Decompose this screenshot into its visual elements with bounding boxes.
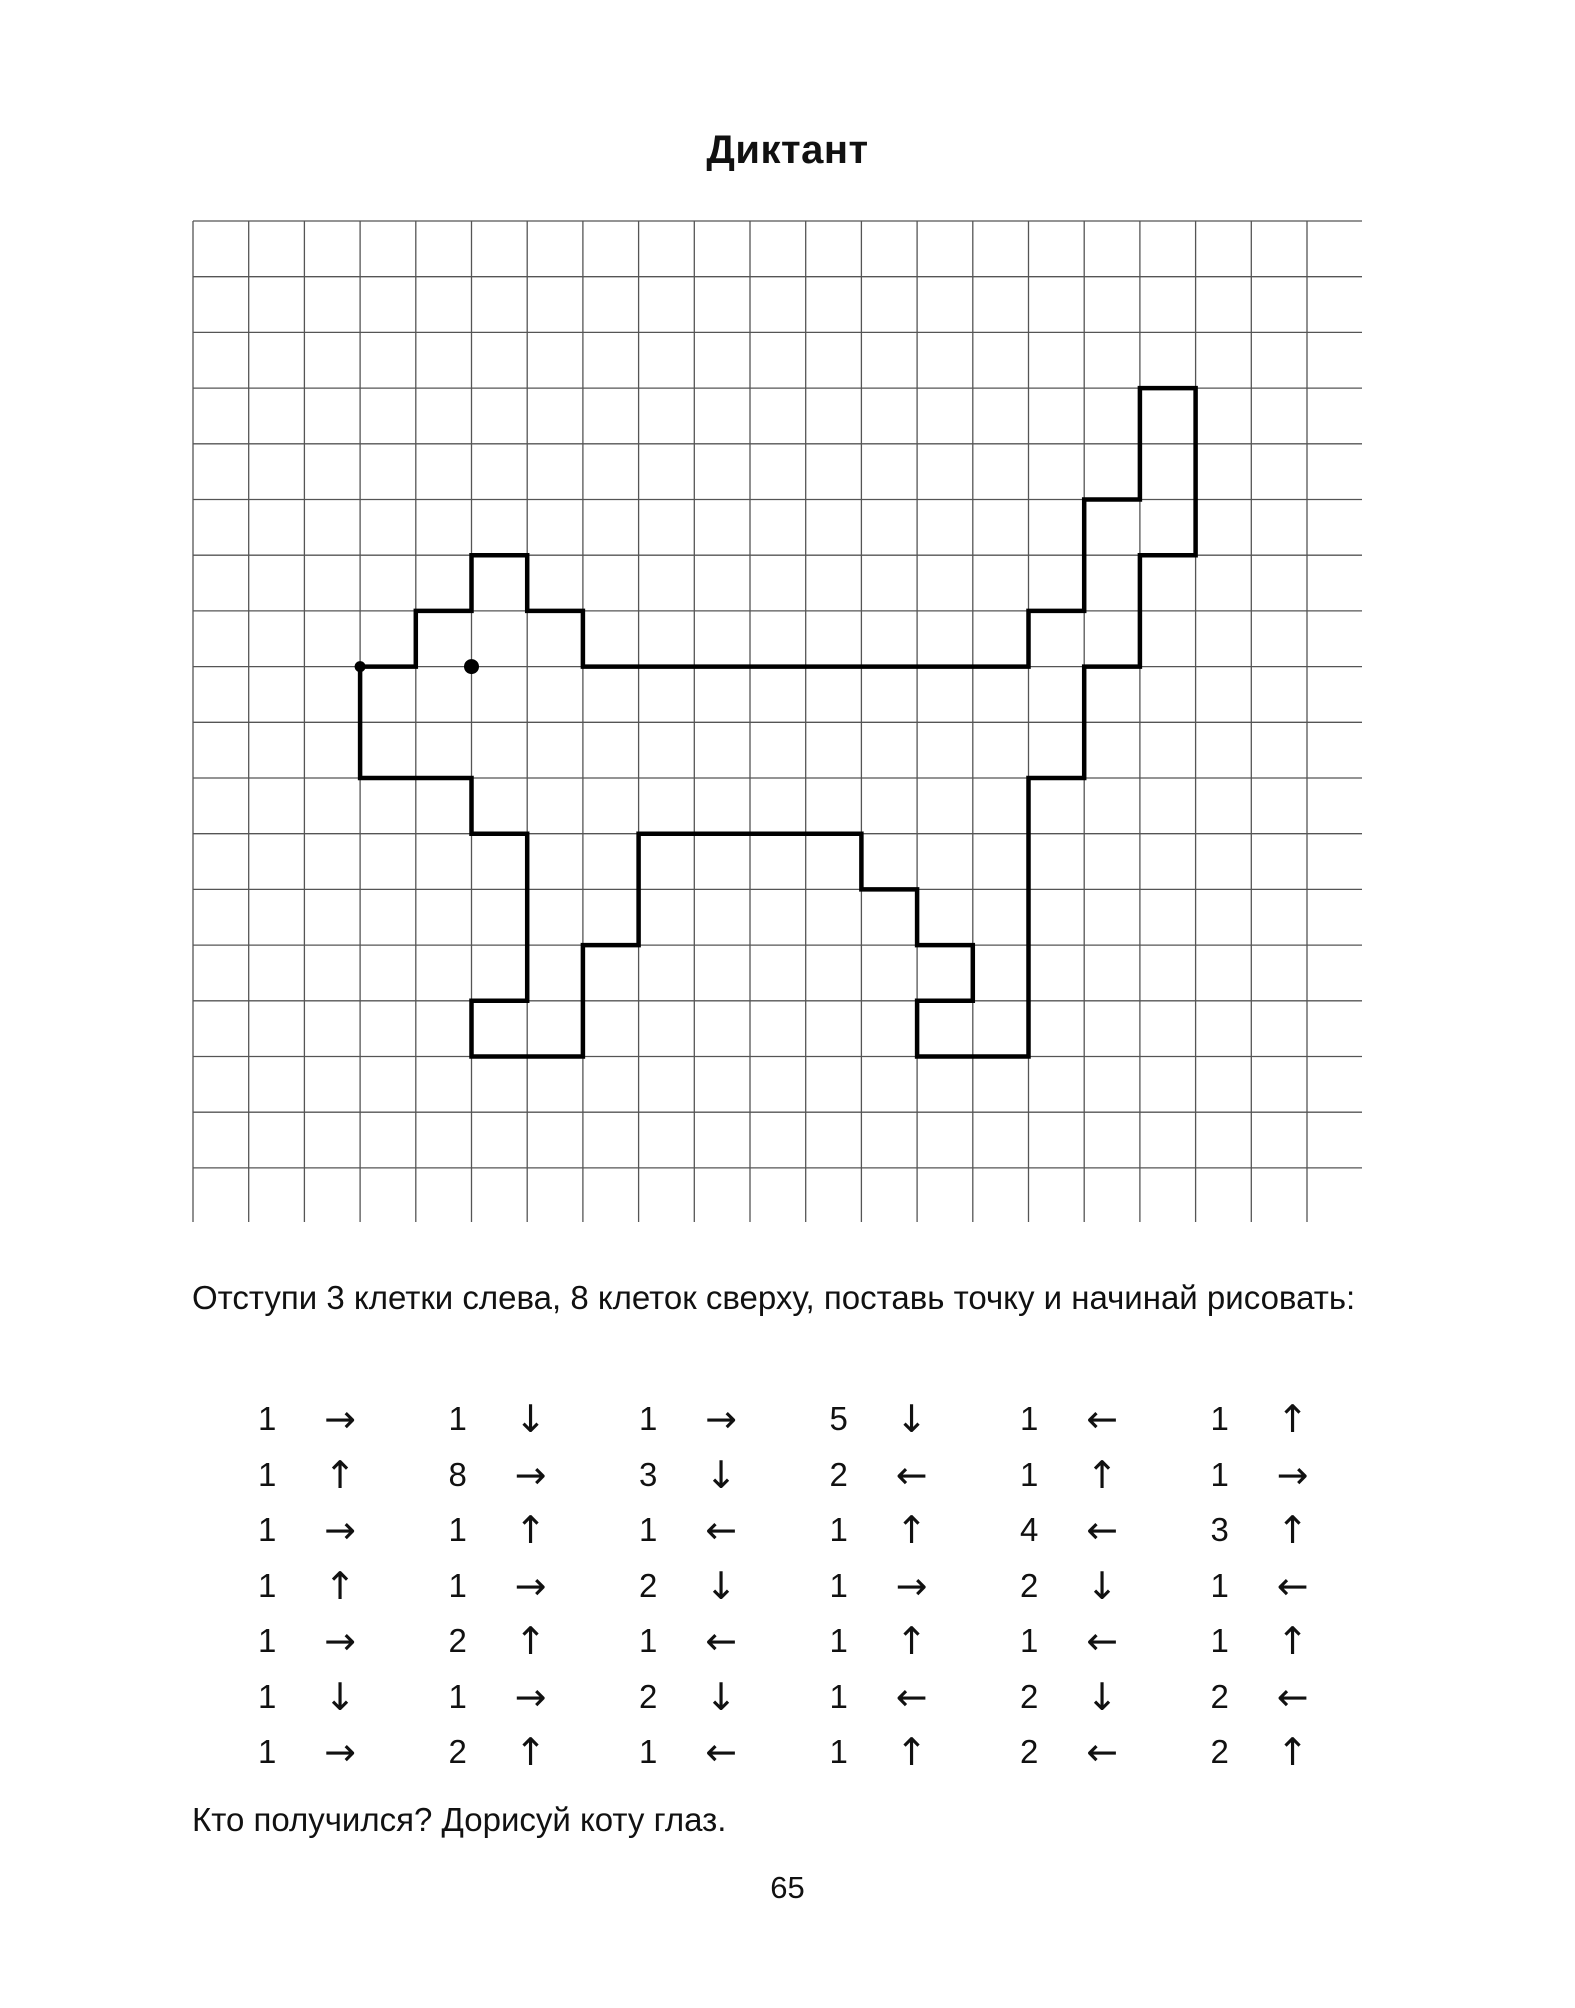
arrow-right-icon: →: [324, 1508, 356, 1552]
step-count: 1: [258, 1455, 277, 1493]
step-count: 1: [448, 1511, 467, 1548]
step-count: 2: [639, 1677, 658, 1715]
dictation-step: [258, 1724, 388, 1780]
arrow-down-icon: ↓: [514, 1397, 547, 1441]
dictation-step: [639, 1669, 769, 1725]
dictation-step: [449, 1724, 579, 1780]
arrow-left-icon: ←: [1086, 1508, 1118, 1552]
arrow-left-icon: ←: [705, 1730, 737, 1774]
dictation-step: [258, 1391, 388, 1447]
dictation-step: [1211, 1669, 1341, 1725]
dictation-step: [1211, 1391, 1341, 1447]
dictation-step: [258, 1669, 388, 1725]
step-count: 1: [258, 1566, 277, 1604]
dictation-step: [830, 1558, 960, 1614]
dictation-step: [830, 1724, 960, 1780]
step-count: 1: [639, 1622, 658, 1659]
arrow-up-icon: ↑: [514, 1730, 547, 1774]
arrow-left-icon: ←: [1086, 1397, 1118, 1441]
step-count: 1: [448, 1677, 467, 1715]
arrow-left-icon: ←: [895, 1452, 928, 1497]
step-count: 3: [1210, 1511, 1229, 1548]
dictation-step: [1211, 1558, 1341, 1614]
dictation-step: [639, 1558, 769, 1614]
dictation-step: [639, 1447, 769, 1503]
arrow-down-icon: ↓: [1086, 1674, 1118, 1719]
step-count: 1: [258, 1733, 277, 1770]
step-count: 2: [1020, 1733, 1039, 1770]
step-count: 1: [639, 1511, 658, 1548]
dictation-step: [449, 1391, 579, 1447]
step-count: 1: [258, 1511, 277, 1548]
page-number: 65: [770, 1870, 805, 1905]
dictation-step: [1211, 1613, 1341, 1669]
dictation-step: [1211, 1502, 1341, 1558]
step-count: 1: [639, 1400, 658, 1437]
arrow-right-icon: →: [895, 1563, 928, 1608]
arrow-left-icon: ←: [1086, 1619, 1118, 1663]
dictation-step: [639, 1502, 769, 1558]
arrow-up-icon: ↑: [514, 1508, 547, 1552]
arrow-left-icon: ←: [705, 1619, 737, 1663]
dictation-step: [1020, 1558, 1150, 1614]
arrow-right-icon: →: [324, 1730, 356, 1774]
page-title: Диктант: [706, 128, 869, 172]
step-count: 2: [639, 1566, 658, 1604]
step-count: 2: [1020, 1566, 1039, 1604]
start-point-dot: [355, 661, 366, 672]
dictation-step: [449, 1613, 579, 1669]
arrow-down-icon: ↓: [1086, 1563, 1118, 1608]
arrow-right-icon: →: [514, 1563, 547, 1608]
dictation-step: [1020, 1502, 1150, 1558]
dictation-step: [1020, 1613, 1150, 1669]
step-count: 5: [829, 1400, 848, 1437]
step-count: 2: [1210, 1677, 1229, 1715]
arrow-up-icon: ↑: [1276, 1730, 1309, 1774]
dictation-step: [449, 1558, 579, 1614]
instruction-text: [140, 1276, 1435, 1320]
arrow-up-icon: ↑: [514, 1619, 547, 1663]
dictation-step: [449, 1447, 579, 1503]
step-count: 1: [1210, 1566, 1229, 1604]
step-count: 2: [448, 1733, 467, 1770]
dictation-step: [639, 1613, 769, 1669]
step-count: 1: [448, 1400, 467, 1437]
arrow-right-icon: →: [514, 1674, 547, 1719]
arrow-up-icon: ↑: [1086, 1452, 1118, 1497]
arrow-down-icon: ↓: [705, 1563, 737, 1608]
step-count: 1: [1210, 1400, 1229, 1437]
arrow-down-icon: ↓: [705, 1452, 737, 1497]
dictation-step: [449, 1502, 579, 1558]
step-count: 1: [829, 1622, 848, 1659]
arrow-down-icon: ↓: [324, 1674, 356, 1719]
arrow-up-icon: ↑: [895, 1619, 928, 1663]
dictation-step: [639, 1724, 769, 1780]
arrow-up-icon: ↑: [895, 1508, 928, 1552]
arrow-up-icon: ↑: [1276, 1397, 1309, 1441]
step-count: 1: [1210, 1455, 1229, 1493]
step-count: 1: [258, 1400, 277, 1437]
dictation-step: [258, 1447, 388, 1503]
dictation-step: [830, 1669, 960, 1725]
step-count: 1: [448, 1566, 467, 1604]
arrow-right-icon: →: [324, 1619, 356, 1663]
dictation-step: [639, 1391, 769, 1447]
step-count: 1: [1020, 1622, 1039, 1659]
step-count: 1: [1020, 1400, 1039, 1437]
instruction-content: Отступи 3 клетки слева, 8 клеток сверху, поставь точку и начинай рисовать:: [192, 1279, 1356, 1316]
dictation-step: [449, 1669, 579, 1725]
arrow-left-icon: ←: [1086, 1730, 1118, 1774]
step-count: 2: [1020, 1677, 1039, 1715]
step-count: 2: [829, 1455, 848, 1493]
arrow-up-icon: ↑: [1276, 1619, 1309, 1663]
arrow-down-icon: ↓: [705, 1674, 737, 1719]
dictation-step: [1020, 1391, 1150, 1447]
dictation-step: [1211, 1724, 1341, 1780]
dictation-step: [1020, 1724, 1150, 1780]
arrow-up-icon: ↑: [324, 1452, 356, 1497]
step-count: 1: [258, 1677, 277, 1715]
arrow-up-icon: ↑: [1276, 1508, 1309, 1552]
arrow-right-icon: →: [705, 1397, 737, 1441]
step-count: 4: [1020, 1511, 1039, 1548]
question-text: Кто получился? Дорисуй коту глаз.: [192, 1801, 727, 1838]
grid-svg: [192, 220, 1362, 1222]
step-count: 1: [829, 1566, 848, 1604]
step-count: 3: [639, 1455, 658, 1493]
arrow-left-icon: ←: [895, 1674, 928, 1719]
step-count: 1: [1020, 1455, 1039, 1493]
dictation-step: [830, 1391, 960, 1447]
arrow-left-icon: ←: [1276, 1563, 1309, 1608]
arrow-right-icon: →: [1276, 1452, 1309, 1497]
dictation-step: [1211, 1447, 1341, 1503]
arrow-up-icon: ↑: [324, 1563, 356, 1608]
step-count: 2: [448, 1622, 467, 1659]
dictation-step: [1020, 1447, 1150, 1503]
step-count: 8: [448, 1455, 467, 1493]
arrow-left-icon: ←: [1276, 1674, 1309, 1719]
drawing-grid: [192, 220, 1362, 1222]
step-count: 1: [829, 1677, 848, 1715]
dictation-step: [830, 1502, 960, 1558]
dictation-step: [830, 1447, 960, 1503]
arrow-up-icon: ↑: [895, 1730, 928, 1774]
arrow-right-icon: →: [514, 1452, 547, 1497]
arrow-right-icon: →: [324, 1397, 356, 1441]
step-count: 1: [639, 1733, 658, 1770]
dictation-step: [258, 1558, 388, 1614]
dictation-step: [830, 1613, 960, 1669]
step-count: 1: [829, 1733, 848, 1770]
step-count: 1: [1210, 1622, 1229, 1659]
cat-eye-dot: [464, 659, 479, 674]
arrow-left-icon: ←: [705, 1508, 737, 1552]
step-count: 1: [258, 1622, 277, 1659]
step-count: 1: [829, 1511, 848, 1548]
dictation-step: [258, 1613, 388, 1669]
step-count: 2: [1210, 1733, 1229, 1770]
dictation-step: [1020, 1669, 1150, 1725]
dictation-step: [258, 1502, 388, 1558]
arrow-down-icon: ↓: [895, 1397, 928, 1441]
